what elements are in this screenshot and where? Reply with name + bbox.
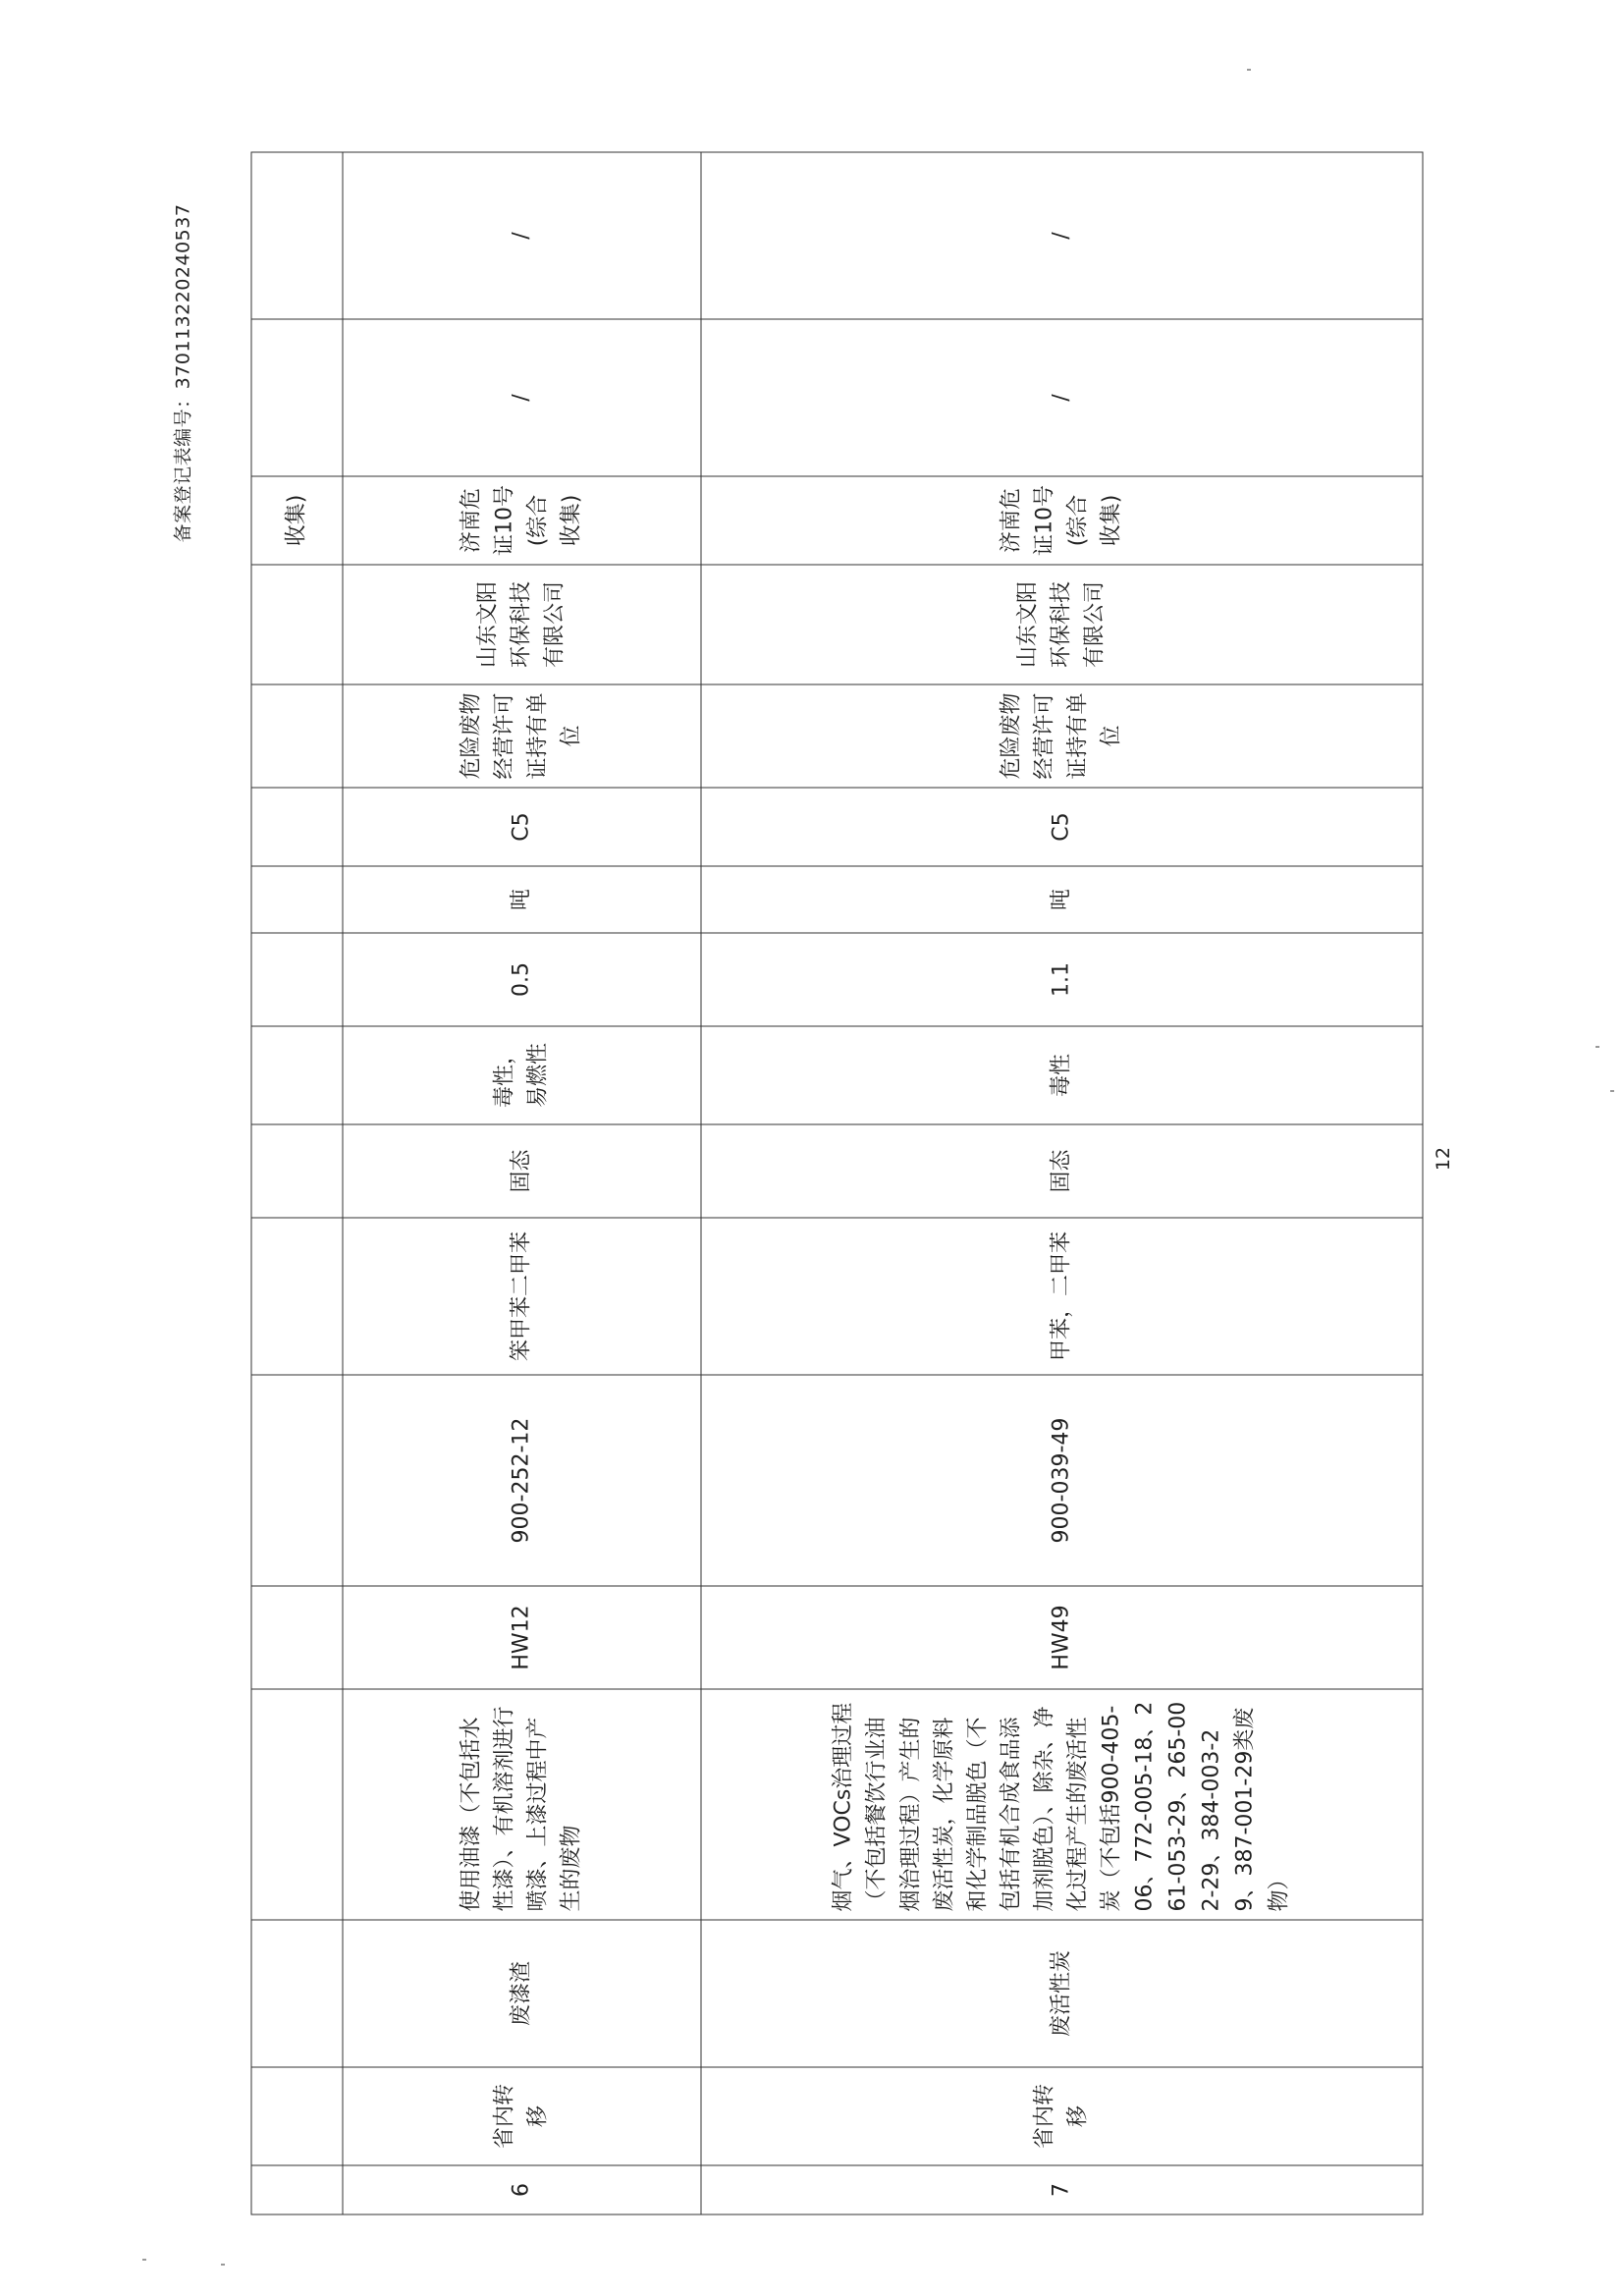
table-row: [701, 152, 1423, 2214]
page-number-text: 12: [1433, 1146, 1454, 1172]
cell-index: 6: [343, 2165, 701, 2214]
cell-empty: [251, 1689, 343, 1920]
cell-empty: [251, 1026, 343, 1124]
cell-empty: [251, 788, 343, 866]
cell-waste-name: 废漆渣: [343, 1920, 701, 2067]
cell-permit-number: 济南危证10号(综合收集): [701, 476, 1423, 565]
scan-speck: [1596, 1046, 1599, 1048]
cell-waste-code: 900-039-49: [701, 1375, 1423, 1586]
cell-unit: 吨: [701, 866, 1423, 933]
filing-number-text: 备案登记表编号：370113220240537: [172, 203, 194, 543]
scan-speck: [142, 2259, 146, 2261]
cell-receiver-company: 山东文阳环保科技有限公司: [701, 565, 1423, 684]
table-row-top: [251, 152, 343, 2214]
table-row: [343, 152, 701, 2214]
cell-waste-code: 900-252-12: [343, 1375, 701, 1586]
cell-grade: C5: [701, 788, 1423, 866]
cell-col-b: /: [343, 152, 701, 319]
waste-transfer-table: [251, 152, 1424, 2215]
cell-receiver-type: 危险废物经营许可证持有单位: [343, 684, 701, 788]
scan-speck: [1247, 69, 1251, 71]
cell-col-b: /: [701, 152, 1423, 319]
cell-physical-form: 固态: [343, 1124, 701, 1218]
cell-empty: [251, 2067, 343, 2165]
cell-transfer-type: 省内转移: [701, 2067, 1423, 2165]
cell-empty: [251, 152, 343, 319]
cell-empty: [251, 1586, 343, 1689]
cell-empty: [251, 1218, 343, 1375]
cell-unit: 吨: [343, 866, 701, 933]
filing-number-header: [167, 196, 196, 550]
cell-grade: C5: [343, 788, 701, 866]
cell-receiver-type: 危险废物经营许可证持有单位: [701, 684, 1423, 788]
cell-amount: 0.5: [343, 933, 701, 1026]
cell-index: 7: [701, 2165, 1423, 2214]
cell-permit-number: 济南危证10号(综合收集): [343, 476, 701, 565]
page-number: [1429, 1139, 1458, 1178]
cell-empty: [251, 2165, 343, 2214]
cell-hazardous-component: 甲苯，二甲苯: [701, 1218, 1423, 1375]
cell-receiver-company: 山东文阳环保科技有限公司: [343, 565, 701, 684]
cell-waste-category: HW49: [701, 1586, 1423, 1689]
cell-hazard-property: 毒性，易燃性: [343, 1026, 701, 1124]
cell-empty: [251, 684, 343, 788]
cell-prev-permit-tail: 收集): [251, 476, 343, 565]
waste-table-container: [208, 194, 1367, 2197]
cell-empty: [251, 1375, 343, 1586]
cell-amount: 1.1: [701, 933, 1423, 1026]
cell-empty: [251, 565, 343, 684]
cell-empty: [251, 1124, 343, 1218]
cell-empty: [251, 319, 343, 476]
cell-hazard-property: 毒性: [701, 1026, 1423, 1124]
cell-col-a: /: [701, 319, 1423, 476]
cell-hazardous-component: 笨甲苯二甲苯: [343, 1218, 701, 1375]
cell-empty: [251, 933, 343, 1026]
cell-empty: [251, 1920, 343, 2067]
scan-speck: [221, 2264, 225, 2266]
cell-col-a: /: [343, 319, 701, 476]
cell-empty: [251, 866, 343, 933]
cell-waste-category: HW12: [343, 1586, 701, 1689]
cell-waste-description: 烟气、VOCs治理过程（不包括餐饮行业油烟治理过程）产生的废活性炭，化学原料和化学制品脱色（不包括有机合成食品添加剂脱色）、除杂、净化过程产生的废活性炭（不包括900-405-06、772-005-18、261-053-29、265-002-29、384-003-29、387-001-29类废物）: [701, 1689, 1423, 1920]
scan-speck: [1610, 1090, 1614, 1092]
cell-waste-description: 使用油漆（不包括水性漆）、有机溶剂进行喷漆、上漆过程中产生的废物: [343, 1689, 701, 1920]
cell-waste-name: 废活性炭: [701, 1920, 1423, 2067]
cell-physical-form: 固态: [701, 1124, 1423, 1218]
cell-transfer-type: 省内转移: [343, 2067, 701, 2165]
